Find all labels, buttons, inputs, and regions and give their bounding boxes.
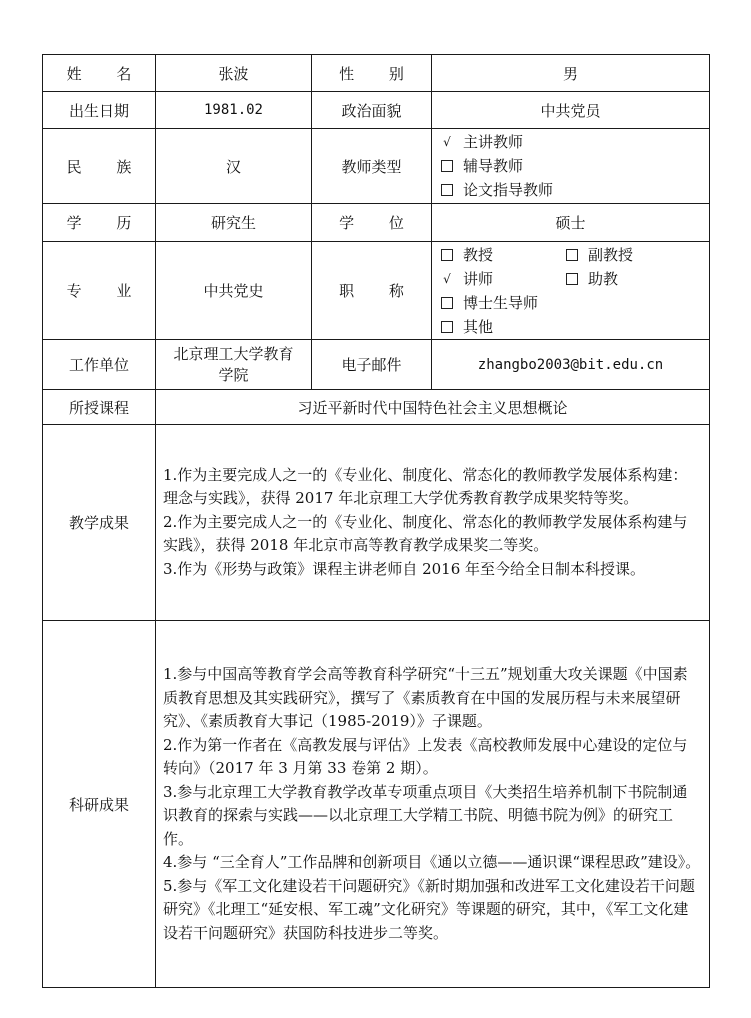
label-teacher-type: 教师类型	[312, 129, 432, 204]
option-professor[interactable]	[441, 243, 566, 267]
label-ethnicity: 民 族	[43, 129, 156, 204]
value-ethnicity: 汉	[156, 129, 312, 204]
option-label: 其他	[463, 317, 494, 336]
label-political-status: 政治面貌	[312, 92, 432, 129]
value-political-status: 中共党员	[432, 92, 710, 129]
research-item: 3.参与北京理工大学教育教学改革专项重点项目《大类招生培养机制下书院制通识教育的探索与实践——以北京理工大学精工书院、明德书院为例》的研究工作。	[163, 782, 688, 848]
teaching-item: 1.作为主要完成人之一的《专业化、制度化、常态化的教师教学发展体系构建：理念与实践》，获得 2017 年北京理工大学优秀教育教学成果奖特等奖。	[163, 465, 688, 508]
option-label: 讲师	[463, 269, 494, 288]
row-ethnicity-teacher-type	[43, 129, 710, 204]
checkmark-icon: √	[443, 135, 451, 149]
option-label: 博士生导师	[463, 293, 539, 312]
row-teaching-achievements	[43, 425, 710, 621]
value-name: 张波	[156, 55, 312, 92]
row-major-title	[43, 242, 710, 340]
value-gender: 男	[432, 55, 710, 92]
option-label: 辅导教师	[463, 157, 524, 175]
option-thesis-advisor[interactable]	[441, 178, 709, 202]
option-label: 助教	[588, 269, 619, 288]
workplace-line2: 学院	[218, 365, 249, 384]
option-doctoral-supervisor[interactable]	[441, 291, 709, 315]
option-label: 副教授	[588, 245, 634, 264]
label-birth-date: 出生日期	[43, 92, 156, 129]
teaching-item: 2.作为主要完成人之一的《专业化、制度化、常态化的教师教学发展体系构建与实践》，获得 2018 年北京市高等教育教学成果奖二等奖。	[163, 512, 688, 555]
label-teaching-achievements: 教学成果	[43, 425, 156, 621]
option-lecturer-main[interactable]	[441, 130, 709, 154]
option-label: 主讲教师	[463, 133, 524, 151]
teacher-type-options	[432, 129, 710, 204]
row-workplace-email	[43, 340, 710, 390]
option-tutor[interactable]	[441, 154, 709, 178]
research-item: 4.参与 “三全育人”工作品牌和创新项目《通以立德——通识课“课程思政”建设》。	[163, 853, 701, 871]
teacher-profile-table	[42, 54, 710, 988]
row-courses	[43, 390, 710, 425]
checkbox-icon	[441, 160, 453, 172]
teaching-achievements-text	[156, 425, 710, 621]
research-item: 1.参与中国高等教育学会高等教育科学研究“十三五”规划重大攻关课题《中国素质教育思想及其实践研究》，撰写了《素质教育在中国的发展历程与未来展望研究》、《素质教育大事记（1985-2019）》子课题。	[163, 665, 688, 730]
teaching-item: 3.作为《形势与政策》课程主讲老师自 2016 年至今给全日制本科授课。	[163, 559, 646, 578]
row-research-achievements	[43, 621, 710, 988]
label-major: 专 业	[43, 242, 156, 340]
option-label: 教授	[463, 245, 494, 264]
option-lecturer[interactable]	[441, 267, 566, 291]
label-research-achievements: 科研成果	[43, 621, 156, 988]
checkbox-icon	[441, 297, 453, 309]
value-major: 中共党史	[156, 242, 312, 340]
label-degree: 学 位	[312, 204, 432, 242]
research-achievements-text	[156, 621, 710, 988]
value-email: zhangbo2003@bit.edu.cn	[432, 340, 710, 390]
checkbox-icon	[566, 273, 578, 285]
value-education: 研究生	[156, 204, 312, 242]
label-courses: 所授课程	[43, 390, 156, 425]
value-courses: 习近平新时代中国特色社会主义思想概论	[156, 390, 710, 425]
row-name-gender	[43, 55, 710, 92]
checkbox-icon	[441, 184, 453, 196]
option-label: 论文指导教师	[463, 181, 554, 199]
row-education-degree	[43, 204, 710, 242]
research-item: 2.作为第一作者在《高教发展与评估》上发表《高校教师发展中心建设的定位与转向》（2017 年 3 月第 33 卷第 2 期）。	[163, 735, 688, 777]
label-title: 职 称	[312, 242, 432, 340]
row-birth-politics	[43, 92, 710, 129]
checkbox-icon	[441, 249, 453, 261]
title-options	[432, 242, 710, 340]
label-workplace: 工作单位	[43, 340, 156, 390]
label-gender: 性 别	[312, 55, 432, 92]
checkbox-icon	[566, 249, 578, 261]
workplace-line1: 北京理工大学教育	[173, 344, 294, 363]
checkbox-icon	[441, 321, 453, 333]
value-degree: 硕士	[432, 204, 710, 242]
research-item: 5.参与《军工文化建设若干问题研究》《新时期加强和改进军工文化建设若干问题研究》《北理工“延安根、军工魂”文化研究》等课题的研究，其中，《军工文化建设若干问题研究》获国防科技进步二等奖。	[163, 876, 695, 942]
checkmark-icon: √	[443, 271, 451, 286]
label-email: 电子邮件	[312, 340, 432, 390]
option-teaching-assistant[interactable]	[566, 267, 686, 291]
value-birth-date: 1981.02	[156, 92, 312, 129]
option-other[interactable]	[441, 315, 709, 339]
label-education: 学 历	[43, 204, 156, 242]
option-associate-professor[interactable]	[566, 243, 686, 267]
value-workplace	[156, 340, 312, 390]
label-name: 姓 名	[43, 55, 156, 92]
